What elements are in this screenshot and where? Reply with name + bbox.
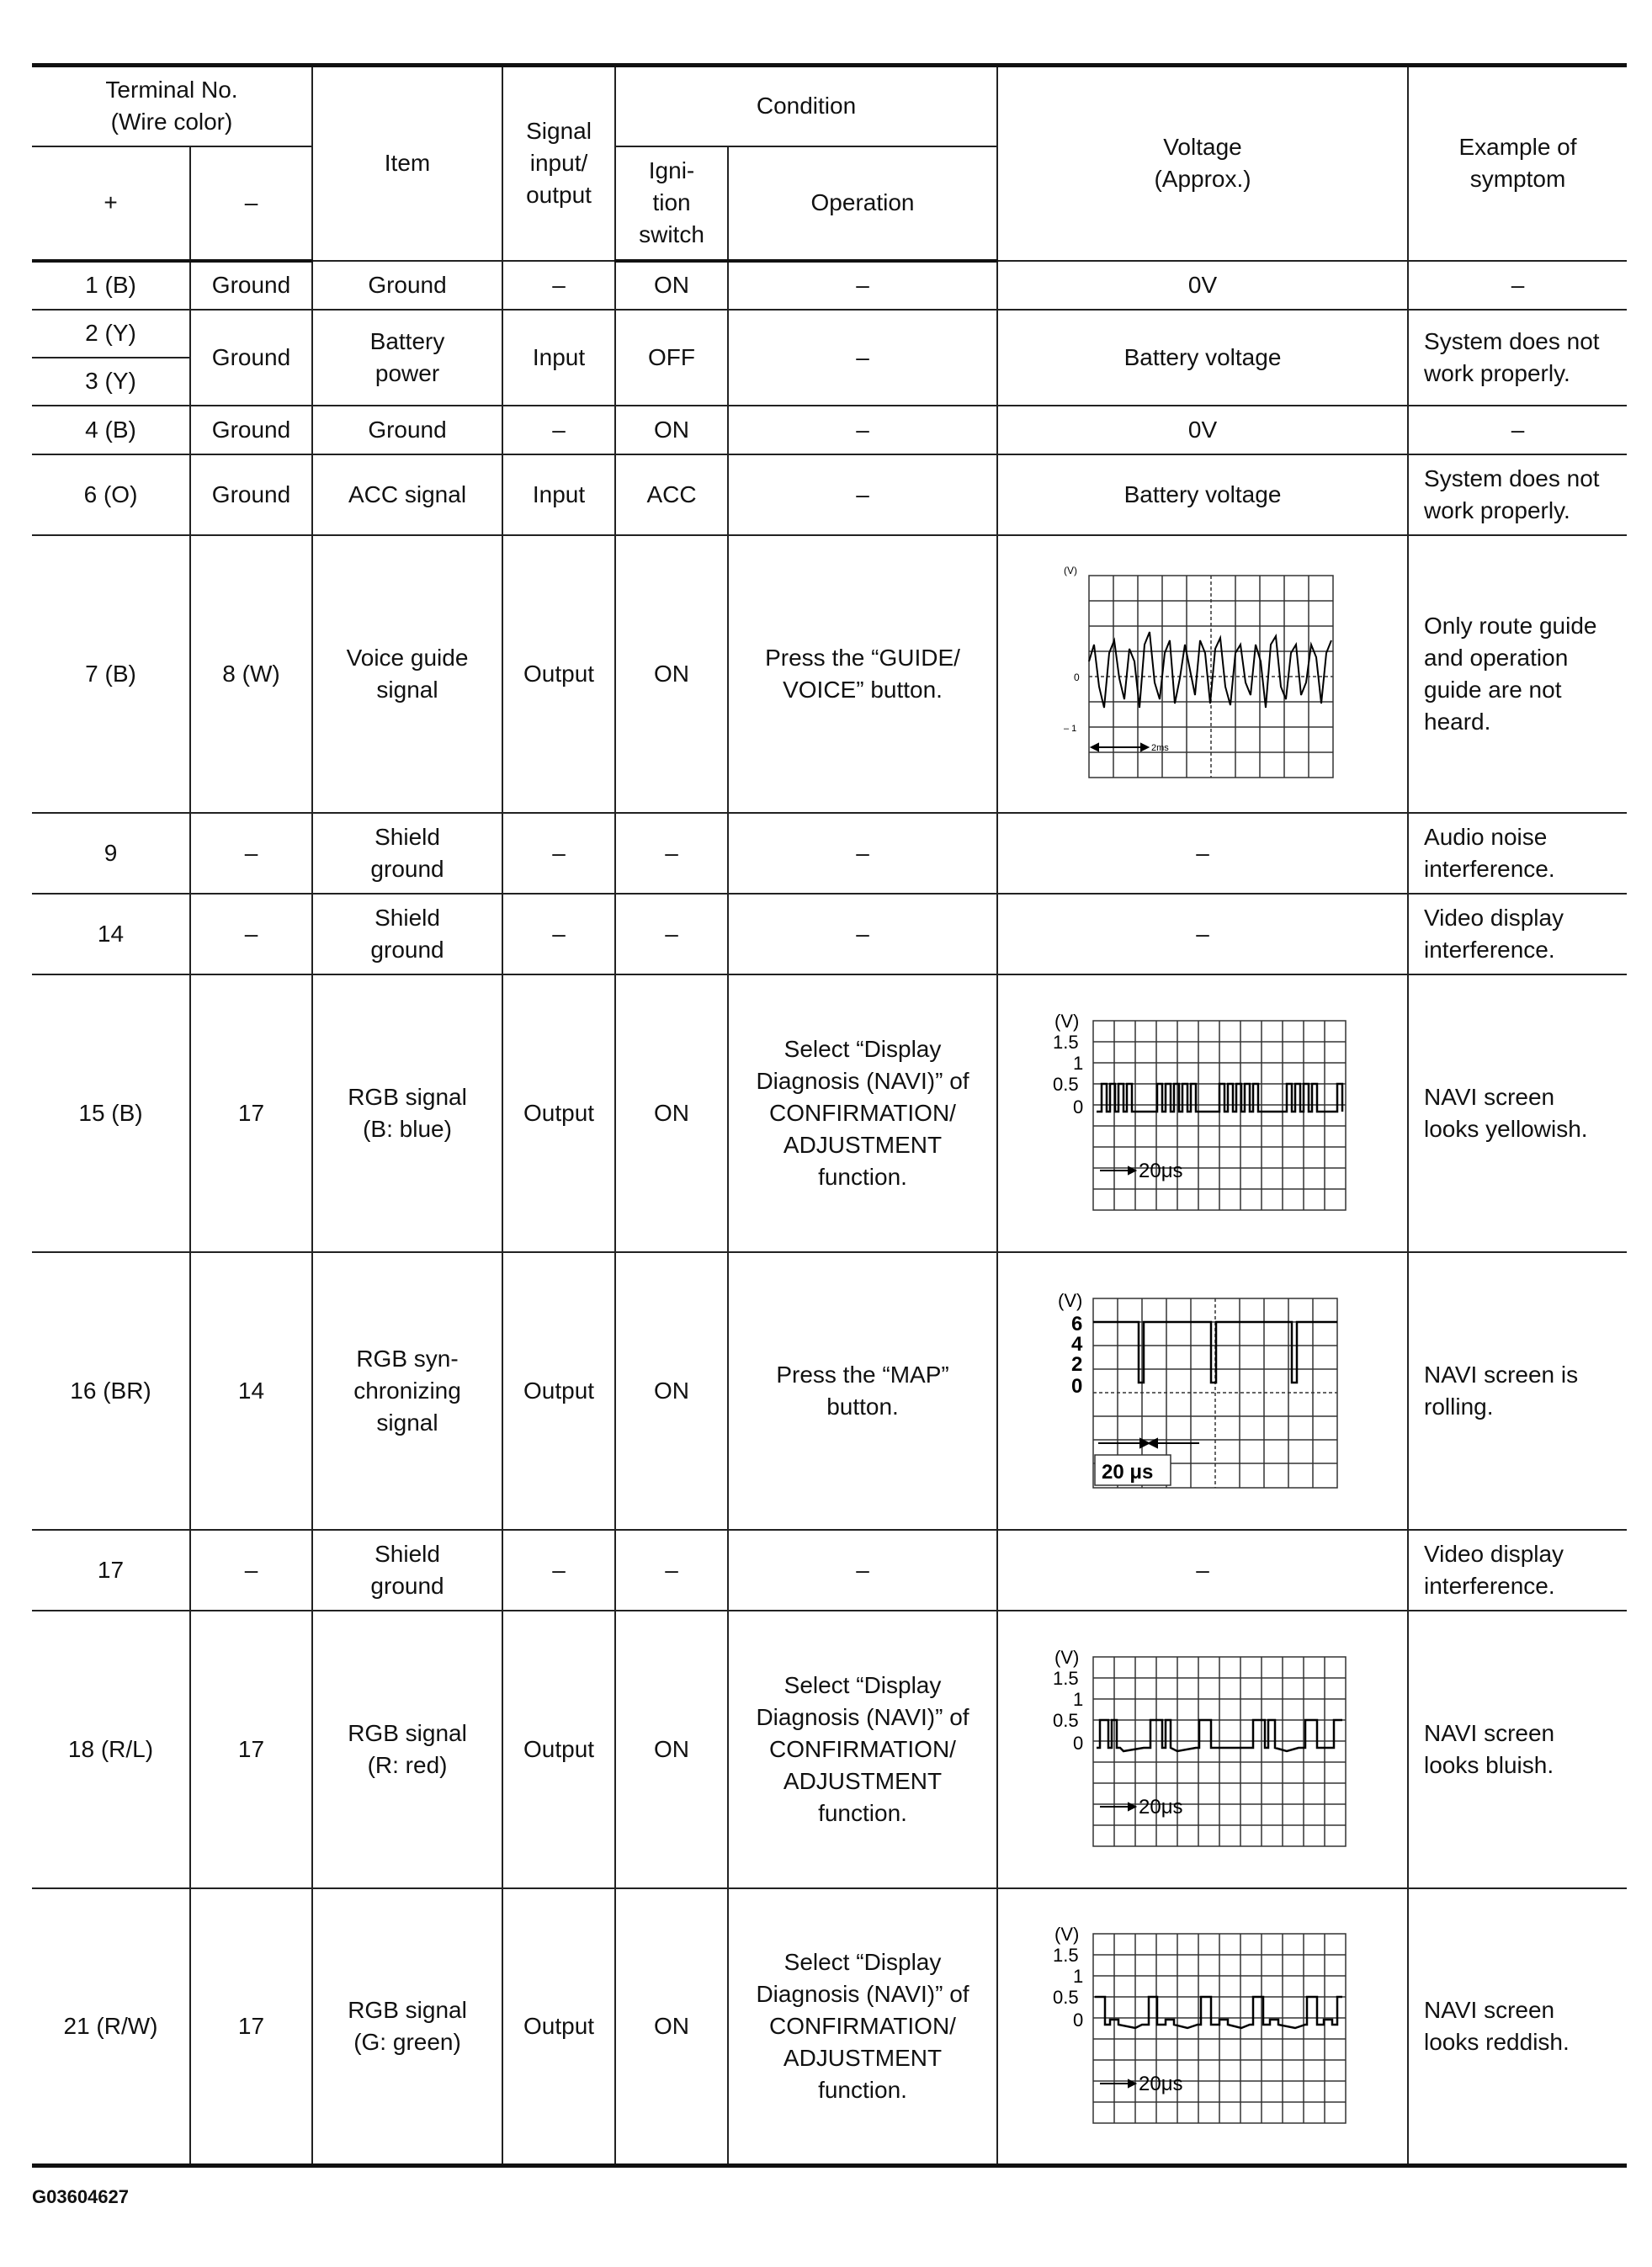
header-minus: – [190, 146, 312, 261]
cell-symptom: NAVI screen looks bluish. [1408, 1611, 1627, 1888]
header-plus: + [32, 146, 190, 261]
cell-item: Shield ground [312, 894, 502, 974]
cell-plus: 7 (B) [32, 535, 190, 813]
green-wave-unit-label: (V) [1054, 1923, 1080, 1945]
cell-ignition: ON [615, 406, 728, 454]
header-item: Item [312, 66, 502, 261]
table-row [32, 454, 1627, 535]
cell-plus: 4 (B) [32, 406, 190, 454]
cell-voltage: 0V [997, 261, 1408, 310]
blue-wave-time-label: 20μs [1139, 1159, 1183, 1182]
cell-plus: 1 (B) [32, 261, 190, 310]
cell-ignition: ON [615, 1611, 728, 1888]
table-row [32, 894, 1627, 974]
cell-ignition: – [615, 1530, 728, 1611]
cell-voltage-waveform [997, 1252, 1408, 1530]
table-row [32, 1252, 1627, 1530]
cell-item: Shield ground [312, 813, 502, 894]
cell-plus: 2 (Y) [32, 310, 190, 358]
cell-voltage-waveform [997, 1888, 1408, 2166]
table-row [32, 406, 1627, 454]
cell-item: ACC signal [312, 454, 502, 535]
cell-plus: 15 (B) [32, 974, 190, 1252]
cell-symptom: NAVI screen looks reddish. [1408, 1888, 1627, 2166]
red-wave-unit-label: (V) [1054, 1646, 1080, 1668]
sync-waveform [1051, 1290, 1354, 1492]
green-wave-1-label: 1 [1073, 1965, 1084, 1987]
cell-symptom: NAVI screen looks yellowish. [1408, 974, 1627, 1252]
table-row [32, 535, 1627, 813]
cell-voltage: – [997, 1530, 1408, 1611]
cell-signal: – [502, 813, 615, 894]
blue-wave-unit-label: (V) [1054, 1010, 1080, 1032]
voice-wave-time-label: 2ms [1151, 742, 1169, 753]
cell-ignition: ON [615, 535, 728, 813]
sync-wave-0-label: 0 [1071, 1374, 1083, 1398]
cell-minus: 14 [190, 1252, 312, 1530]
cell-plus: 3 (Y) [32, 358, 190, 406]
cell-symptom: System does not work properly. [1408, 454, 1627, 535]
figure-id: G03604627 [32, 2186, 129, 2207]
cell-item: Shield ground [312, 1530, 502, 1611]
sync-wave-time-label: 20 μs [1102, 1460, 1154, 1484]
cell-minus: Ground [190, 454, 312, 535]
cell-plus: 6 (O) [32, 454, 190, 535]
header-ignition: Igni- tion switch [615, 146, 728, 261]
cell-ignition: ON [615, 1252, 728, 1530]
cell-minus: 8 (W) [190, 535, 312, 813]
cell-signal: Input [502, 310, 615, 406]
cell-ignition: ON [615, 261, 728, 310]
cell-operation: Press the “GUIDE/ VOICE” button. [728, 535, 997, 813]
cell-voltage: 0V [997, 406, 1408, 454]
cell-symptom: Video display interference. [1408, 894, 1627, 974]
cell-voltage: – [997, 894, 1408, 974]
cell-ignition: – [615, 813, 728, 894]
cell-signal: Input [502, 454, 615, 535]
cell-operation: – [728, 454, 997, 535]
cell-operation: – [728, 406, 997, 454]
cell-symptom: NAVI screen is rolling. [1408, 1252, 1627, 1530]
cell-voltage-waveform [997, 535, 1408, 813]
cell-operation: Press the “MAP” button. [728, 1252, 997, 1530]
cell-symptom: – [1408, 261, 1627, 310]
cell-item: Ground [312, 261, 502, 310]
cell-minus: 17 [190, 1888, 312, 2166]
cell-minus: – [190, 813, 312, 894]
blue-wave-05-label: 0.5 [1053, 1073, 1079, 1095]
red-rgb-waveform [1043, 1648, 1363, 1850]
sync-wave-6-label: 6 [1071, 1312, 1083, 1335]
cell-minus: 17 [190, 1611, 312, 1888]
cell-signal: – [502, 261, 615, 310]
cell-voltage: Battery voltage [997, 454, 1408, 535]
table-row [32, 1888, 1627, 2166]
cell-item: RGB syn- chronizing signal [312, 1252, 502, 1530]
cell-item: Ground [312, 406, 502, 454]
cell-item: RGB signal (G: green) [312, 1888, 502, 2166]
voice-wave-minus-label: – 1 [1064, 723, 1077, 734]
cell-operation: Select “Display Diagnosis (NAVI)” of CONFIRMATION/ ADJUSTMENT function. [728, 1611, 997, 1888]
table-row [32, 813, 1627, 894]
cell-signal: – [502, 406, 615, 454]
terminal-table [32, 63, 1627, 2168]
cell-ignition: ON [615, 1888, 728, 2166]
blue-wave-15-label: 1.5 [1053, 1031, 1079, 1053]
table-row [32, 974, 1627, 1252]
cell-plus: 16 (BR) [32, 1252, 190, 1530]
cell-operation: – [728, 894, 997, 974]
cell-signal: – [502, 1530, 615, 1611]
header-voltage: Voltage (Approx.) [997, 66, 1408, 261]
green-wave-0-label: 0 [1073, 2009, 1084, 2031]
red-wave-0-label: 0 [1073, 1732, 1084, 1754]
table-row [32, 1530, 1627, 1611]
cell-operation: Select “Display Diagnosis (NAVI)” of CONFIRMATION/ ADJUSTMENT function. [728, 974, 997, 1252]
cell-operation: – [728, 310, 997, 406]
blue-wave-0-label: 0 [1073, 1096, 1084, 1118]
red-wave-time-label: 20μs [1139, 1795, 1183, 1818]
cell-signal: Output [502, 1888, 615, 2166]
cell-operation: – [728, 1530, 997, 1611]
green-wave-time-label: 20μs [1139, 2072, 1183, 2095]
voice-guide-waveform [1064, 560, 1341, 788]
cell-operation: – [728, 813, 997, 894]
table-row [32, 310, 1627, 358]
cell-voltage-waveform [997, 974, 1408, 1252]
cell-symptom: Audio noise interference. [1408, 813, 1627, 894]
header-symptom: Example of symptom [1408, 66, 1627, 261]
green-wave-05-label: 0.5 [1053, 1986, 1079, 2008]
cell-plus: 21 (R/W) [32, 1888, 190, 2166]
sync-wave-4-label: 4 [1071, 1332, 1083, 1356]
cell-ignition: ACC [615, 454, 728, 535]
cell-minus: – [190, 1530, 312, 1611]
cell-minus: Ground [190, 406, 312, 454]
cell-minus: – [190, 894, 312, 974]
cell-operation: – [728, 261, 997, 310]
cell-signal: Output [502, 1611, 615, 1888]
table-row [32, 261, 1627, 310]
blue-rgb-waveform [1043, 1012, 1363, 1214]
header-operation: Operation [728, 146, 997, 261]
cell-ignition: OFF [615, 310, 728, 406]
cell-voltage-waveform [997, 1611, 1408, 1888]
cell-symptom: Only route guide and operation guide are not heard. [1408, 535, 1627, 813]
cell-ignition: ON [615, 974, 728, 1252]
voice-wave-unit-label: (V) [1064, 564, 1078, 576]
cell-voltage: Battery voltage [997, 310, 1408, 406]
cell-minus: Ground [190, 310, 312, 406]
cell-signal: Output [502, 1252, 615, 1530]
cell-signal: Output [502, 535, 615, 813]
cell-plus: 9 [32, 813, 190, 894]
red-wave-05-label: 0.5 [1053, 1709, 1079, 1731]
cell-symptom: System does not work properly. [1408, 310, 1627, 406]
header-terminal: Terminal No. (Wire color) [32, 66, 312, 146]
cell-minus: Ground [190, 261, 312, 310]
table-row [32, 1611, 1627, 1888]
cell-item: RGB signal (R: red) [312, 1611, 502, 1888]
red-wave-1-label: 1 [1073, 1688, 1084, 1710]
cell-symptom: – [1408, 406, 1627, 454]
sync-wave-unit-label: (V) [1058, 1289, 1083, 1311]
voice-wave-zero-label: 0 [1074, 671, 1080, 683]
terminal-table-wrapper [32, 63, 1627, 2168]
red-wave-15-label: 1.5 [1053, 1667, 1079, 1689]
cell-operation: Select “Display Diagnosis (NAVI)” of CONFIRMATION/ ADJUSTMENT function. [728, 1888, 997, 2166]
cell-signal: – [502, 894, 615, 974]
cell-ignition: – [615, 894, 728, 974]
green-rgb-waveform [1043, 1925, 1363, 2127]
cell-signal: Output [502, 974, 615, 1252]
green-wave-15-label: 1.5 [1053, 1944, 1079, 1966]
blue-wave-1-label: 1 [1073, 1052, 1084, 1074]
cell-item: Battery power [312, 310, 502, 406]
cell-plus: 17 [32, 1530, 190, 1611]
cell-voltage: – [997, 813, 1408, 894]
cell-symptom: Video display interference. [1408, 1530, 1627, 1611]
cell-plus: 18 (R/L) [32, 1611, 190, 1888]
cell-item: Voice guide signal [312, 535, 502, 813]
sync-wave-2-label: 2 [1071, 1352, 1083, 1376]
header-condition: Condition [615, 66, 997, 146]
cell-item: RGB signal (B: blue) [312, 974, 502, 1252]
header-signal: Signal input/ output [502, 66, 615, 261]
cell-plus: 14 [32, 894, 190, 974]
cell-minus: 17 [190, 974, 312, 1252]
